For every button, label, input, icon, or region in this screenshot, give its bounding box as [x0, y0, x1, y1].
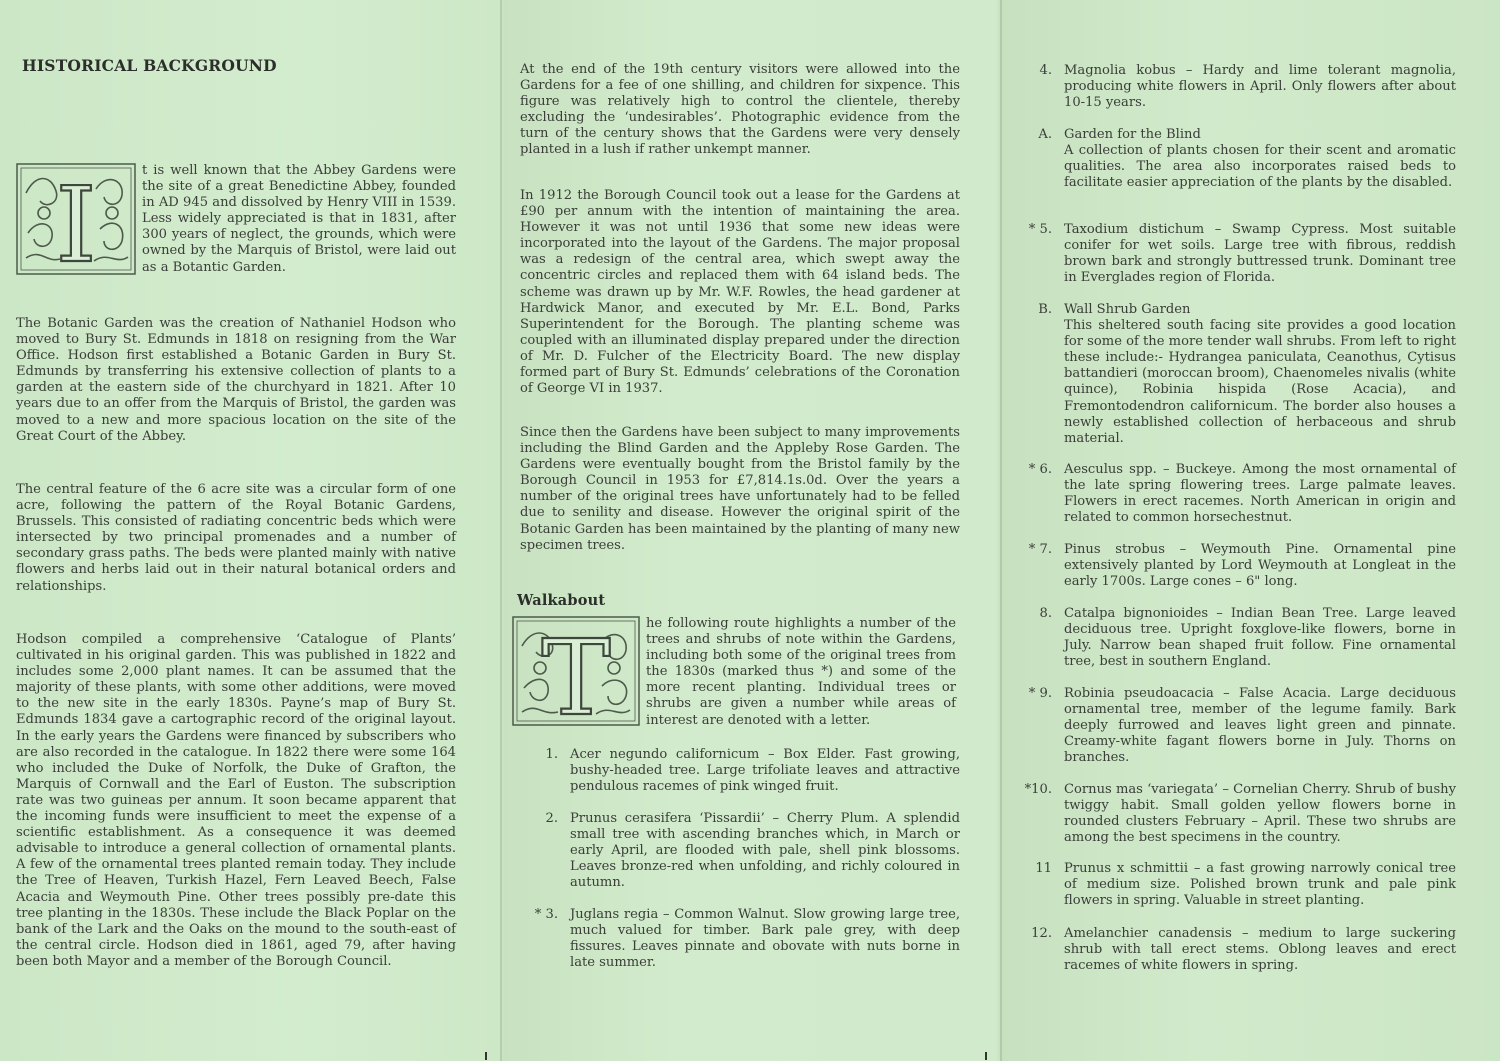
walk-item-text: This sheltered south facing site provides a good location for some of the more tender wall shrubs. From left to right these include:- Hydrangea paniculata, Ceanothus, Cytisus battandieri (moroccan broom), Chaenomeles nivalis (white quince), Robinia hispida (Rose Acacia), and Fremontodendron californicum. The border also houses a newly established collection of herbaceous and shrub material.	[1064, 318, 1456, 446]
walk-item-number: 12.	[1031, 926, 1052, 941]
historical-paragraph-1: The Botanic Garden was the creation of Nathaniel Hodson who moved to Bury St. Edmunds in 1818 on resigning from the War Office. Hodson first established a Botanic Garden in Bury St. Edmunds by transferring his extensive collection of plants to a garden at the eastern side of the churchyard in 1821. After 10 years due to an offer from the Marquis of Bristol, the garden was moved to a new and more spacious location on the site of the Great Court of the Abbey.	[16, 316, 456, 444]
walk-item-5	[1014, 222, 1456, 286]
walk-item-4	[1014, 63, 1456, 111]
walk-item-text: Robinia pseudoacacia – False Acacia. Large deciduous ornamental tree, member of the legume family. Bark deeply furrowed and leaves light green and pinnate. Creamy-white fagant flowers borne in July. Thorns on branches.	[1064, 686, 1456, 766]
walk-item-title: Garden for the Blind	[1064, 127, 1201, 142]
walk-item-number: 11	[1035, 861, 1052, 876]
fold-line-right	[1000, 0, 1002, 1061]
walk-item-text: Amelanchier canadensis – medium to large suckering shrub with tall erect stems. Oblong leaves and erect racemes of white flowers in spring.	[1064, 926, 1456, 974]
walk-item-text: Prunus x schmittii – a fast growing narrowly conical tree of medium size. Polished brown trunk and pale pink flowers in spring. Valuable in street planting.	[1064, 861, 1456, 909]
walk-item-body	[1064, 127, 1456, 191]
walk-item-text: Pinus strobus – Weymouth Pine. Ornamental pine extensively planted by Lord Weymouth at Longleat in the early 1700s. Large cones – 6" long.	[1064, 542, 1456, 590]
drop-cap-i-ornament	[16, 163, 136, 275]
walkabout-intro-text: he following route highlights a number of the trees and shrubs of note within the Gardens, including both some of the original trees from the 1830s (marked thus *) and some of the more recent planting. Individual trees or shrubs are given a number while areas of interest are denoted with a letter.	[646, 616, 956, 728]
drop-cap-i-letter: I	[55, 164, 97, 275]
walk-item-text: Cornus mas ‘variegata’ – Cornelian Cherry. Shrub of bushy twiggy habit. Small golden yellow flowers borne in rounded clusters February – April. These two shrubs are among the best specimens in the country.	[1064, 782, 1456, 846]
historical-heading: HISTORICAL BACKGROUND	[22, 56, 277, 75]
walk-item-9	[1014, 686, 1456, 766]
historical-intro-text: t is well known that the Abbey Gardens were the site of a great Benedictine Abbey, founded in AD 945 and dissolved by Henry VIII in 1539. Less widely appreciated is that in 1831, after 300 years of neglect, the grounds, which were owned by the Marquis of Bristol, were laid out as a Botantic Garden.	[142, 163, 456, 275]
walk-item-text: Aesculus spp. – Buckeye. Among the most ornamental of the late spring flowering trees. Large palmate leaves. Flowers in erect racemes. North American in origin and related to common horsechestnut.	[1064, 462, 1456, 526]
walk-item-b	[1014, 302, 1456, 447]
walk-item-11	[1014, 861, 1456, 909]
walk-item-number: * 6.	[1028, 462, 1052, 477]
walk-item-number: 1.	[545, 747, 558, 762]
drop-cap-t-ornament	[512, 616, 640, 726]
walk-item-number: * 3.	[534, 907, 558, 922]
walk-item-number: *10.	[1024, 782, 1052, 797]
fold-tick-mark	[985, 1052, 987, 1060]
walk-item-text: A collection of plants chosen for their scent and aromatic qualities. The area also incorporates raised beds to facilitate easier appreciation of the plants by the disabled.	[1064, 143, 1456, 191]
walk-item-number: * 5.	[1028, 222, 1052, 237]
walk-item-7	[1014, 542, 1456, 590]
walkabout-heading: Walkabout	[517, 592, 606, 609]
walk-item-8	[1014, 606, 1456, 670]
walk-item-2	[520, 811, 960, 891]
walk-item-text: Acer negundo californicum – Box Elder. Fast growing, bushy-headed tree. Large trifoliate leaves and attractive pendulous racemes of pink winged fruit.	[570, 747, 960, 795]
walk-item-text: Catalpa bignonioides – Indian Bean Tree. Large leaved deciduous tree. Upright foxglove-like flowers, borne in July. Narrow bean shaped fruit follow. Fine ornamental tree, best in southern England.	[1064, 606, 1456, 670]
historical-intro-block	[16, 163, 456, 279]
walk-item-number: * 7.	[1028, 542, 1052, 557]
walk-item-number: 2.	[545, 811, 558, 826]
fold-line-left	[500, 0, 502, 1061]
walk-item-number: 4.	[1039, 63, 1052, 78]
walk-item-1	[520, 747, 960, 795]
walk-item-text: Juglans regia – Common Walnut. Slow growing large tree, much valued for timber. Bark pale grey, with deep fissures. Leaves pinnate and obovate with nuts borne in late summer.	[570, 907, 960, 971]
walk-item-10	[1014, 782, 1456, 846]
historical-paragraph-3: Hodson compiled a comprehensive ‘Catalogue of Plants’ cultivated in his original garden. This was published in 1822 and includes some 2,000 plant names. It can be assumed that the majority of these plants, with some other additions, were moved to the new site in the early 1830s. Payne’s map of Bury St. Edmunds 1834 gave a cartographic record of the original layout. In the early years the Gardens were financed by subscribers who are also recorded in the catalogue. In 1822 there were some 164 who included the Duke of Norfolk, the Duke of Grafton, the Marquis of Cornwall and the Earl of Euston. The subscription rate was two guineas per annum. It soon became apparent that the incoming funds were insufficient to meet the expense of a scientific establishment. As a consequence it was deemed advisable to introduce a general collection of ornamental plants. A few of the ornamental trees planted remain today. They include the Tree of Heaven, Turkish Hazel, Fern Leaved Beech, False Acacia and Weymouth Pine. Other trees possibly pre-date this tree planting in the 1830s. These include the Black Poplar on the bank of the Lark and the Oaks on the mound to the south-east of the central circle. Hodson died in 1861, aged 79, after having been both Mayor and a member of the Borough Council.	[16, 632, 456, 969]
walk-item-number: * 9.	[1028, 686, 1052, 701]
walk-item-text: Taxodium distichum – Swamp Cypress. Most suitable conifer for wet soils. Large tree with fibrous, reddish brown bark and strongly buttressed trunk. Dominant tree in Everglades region of Florida.	[1064, 222, 1456, 286]
walk-item-letter: A.	[1038, 127, 1052, 142]
middle-paragraph-1: At the end of the 19th century visitors were allowed into the Gardens for a fee of one shilling, and children for sixpence. This figure was relatively high to control the clientele, thereby excluding the ‘undesirables’. Photographic evidence from the turn of the century shows that the Gardens were very densely planted in a lush if rather unkempt manner.	[520, 62, 960, 158]
historical-paragraph-2: The central feature of the 6 acre site was a circular form of one acre, following the pattern of the Royal Botanic Gardens, Brussels. This consisted of radiating concentric beds which were intersected by two principal promenades and a number of secondary grass paths. The beds were planted mainly with native flowers and herbs laid out in their natural botanical orders and relationships.	[16, 482, 456, 594]
middle-paragraph-3: Since then the Gardens have been subject to many improvements including the Blind Garden and the Appleby Rose Garden. The Gardens were eventually bought from the Bristol family by the Borough Council in 1953 for £7,814.1s.0d. Over the years a number of the original trees have unfortunately had to be felled due to senility and disease. However the original spirit of the Botanic Garden has been maintained by the planting of many new specimen trees.	[520, 425, 960, 553]
walk-item-letter: B.	[1038, 302, 1052, 317]
middle-paragraph-2: In 1912 the Borough Council took out a lease for the Gardens at £90 per annum with the intention of maintaining the area. However it was not until 1936 that some new ideas were incorporated into the layout of the Gardens. The major proposal was a redesign of the central area, which swept away the concentric circles and replaced them with 64 island beds. The scheme was drawn up by Mr. W.F. Rowles, the head gardener at Hardwick Manor, and executed by Mr. E.L. Bond, Parks Superintendent for the Borough. The planting scheme was coupled with an illuminated display prepared under the direction of Mr. D. Fulcher of the Electricity Board. The new display formed part of Bury St. Edmunds’ celebrations of the Coronation of George VI in 1937.	[520, 188, 960, 397]
fold-tick-mark	[485, 1052, 487, 1060]
walk-item-body	[1064, 302, 1456, 447]
walk-item-3	[520, 907, 960, 971]
walkabout-intro-block	[512, 616, 956, 730]
drop-cap-t-letter: T	[541, 617, 611, 726]
walk-item-text: Prunus cerasifera ‘Pissardii’ – Cherry Plum. A splendid small tree with ascending branches which, in March or early April, are flooded with pale, shell pink blossoms. Leaves bronze-red when unfolding, and richly coloured in autumn.	[570, 811, 960, 891]
walk-item-number: 8.	[1039, 606, 1052, 621]
walk-item-text: Magnolia kobus – Hardy and lime tolerant magnolia, producing white flowers in April. Only flowers after about 10-15 years.	[1064, 63, 1456, 111]
walk-item-12	[1014, 926, 1456, 974]
walk-item-a	[1014, 127, 1456, 191]
walk-item-6	[1014, 462, 1456, 526]
walk-item-title: Wall Shrub Garden	[1064, 302, 1191, 317]
